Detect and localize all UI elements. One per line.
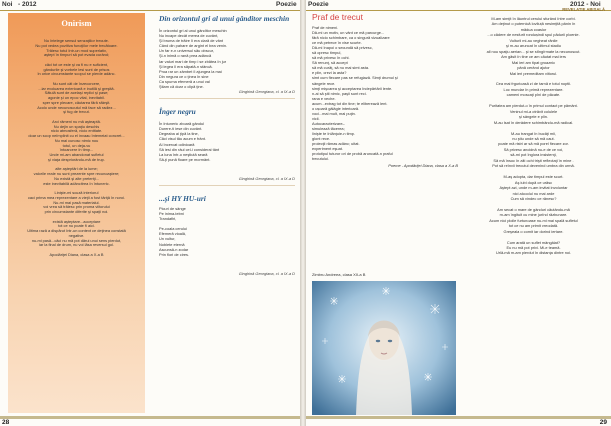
verse-line: Nu întelege sensul senzaţiilor trecute. bbox=[44, 39, 109, 43]
verse-line: Să-ţi pună floare pe mormânt. bbox=[159, 156, 211, 162]
magazine-name: Noi bbox=[2, 1, 13, 8]
verse-line: o ușoară gâlâgie interioară. bbox=[312, 105, 360, 111]
right-column bbox=[462, 7, 605, 256]
verse-line: Arci rămeni nu mă aşteaptă. bbox=[52, 119, 101, 124]
verse-line: Greşeala o comit iar dorind iertare. bbox=[503, 228, 564, 234]
verse-line: să mă privesc în ochi. bbox=[312, 55, 350, 61]
onirism-panel bbox=[8, 13, 145, 413]
verse-line: Nu-mi mai pasă materialul. bbox=[53, 200, 100, 205]
verse-line: totul, un deja-vu bbox=[62, 143, 91, 148]
verse-line: Pot să reînvii trecutul devenind umbra din urmă. bbox=[492, 163, 575, 169]
verse-line: Picuri de sânge bbox=[159, 205, 186, 211]
verse-line: Apodăriţei Diana, clasa a X-a B bbox=[49, 252, 104, 257]
verse-line: tot ce nu am primit vreodată. bbox=[508, 223, 559, 229]
verse-line: există aşteptare...acceptare bbox=[52, 219, 101, 224]
verse-line: sper spre plecare, căutarea fără sfârşit. bbox=[42, 100, 111, 105]
verse-line: Nu sunt cât de înzecorcere, bbox=[52, 81, 101, 86]
verse-line: Să renunţ, să accept bbox=[312, 60, 348, 66]
verse-line: Durere-ti iese din cuvânt. bbox=[159, 126, 203, 132]
header-year: 2012 - Noi bbox=[570, 1, 601, 8]
verse-line: Trăiesc totul într-un mod superlativ, bbox=[46, 48, 107, 53]
verse-line: şi sângele e plin. bbox=[519, 114, 548, 120]
verse-line: Degeaba ai ţipă la tine, bbox=[159, 131, 199, 137]
verse-line: Nu mai cunosc nimic nou bbox=[54, 138, 99, 143]
poem-title: Din orizontul gri al unui gânditor meschin bbox=[159, 14, 290, 23]
verse-line: este inevitabilă adâncitrea în întuneric. bbox=[43, 181, 110, 186]
verse-line: Să privesc ancidnă nu-e de ce voi, bbox=[503, 146, 564, 152]
verse-line: şi viaţa despriorându-mă de trup. bbox=[48, 157, 105, 162]
poem-signature: Ginghină Georgiana, cl. a IX-a D bbox=[238, 270, 295, 276]
verse-line: Un vultur, bbox=[159, 236, 176, 242]
poem-signature: Ginghină Georgiana, cl. a IX-a D bbox=[238, 175, 295, 181]
verse-line: Aş iubi după ce urăsc bbox=[514, 179, 553, 185]
verse-line: all nou spaţiu aerian... şi se stîngîrmate la necunoscut. bbox=[486, 48, 581, 54]
verse-line: e plin, crezi la asta? bbox=[312, 70, 347, 76]
verse-line: m-am îngituit cu mine jurînd răzbunare. bbox=[499, 212, 568, 218]
verse-line: Să iesi din râul cel-i considerai tânt bbox=[159, 146, 220, 152]
verse-line: iar la final de drum, nu voi lăsa reversul gol. bbox=[38, 243, 115, 248]
verse-line: nu ştiu unde să mă caut. bbox=[512, 135, 555, 141]
verse-line: agonie şi un epoc vital, inevitabil. bbox=[48, 96, 105, 100]
poem-signature: Ginghină Georgiana, cl. a IX-a D bbox=[238, 89, 295, 95]
verse-line: Un far e-n universul său obscur, bbox=[159, 48, 214, 54]
verse-line: sângele rece. bbox=[312, 80, 336, 86]
verse-line: poate mă ristri ar să mă porel fiecare zor. bbox=[498, 141, 569, 147]
verse-line: Autocaracterizare– bbox=[312, 120, 345, 126]
verse-line: Dă-mi înapoi o secundă să privesc, bbox=[312, 45, 373, 51]
verse-line: Nu există şi alte preteriţi... bbox=[54, 176, 99, 181]
verse-line: M-au lsat în derâdere schimbându-mă radical. bbox=[493, 119, 574, 125]
poem-body bbox=[12, 39, 141, 258]
verse-line: simţi mişcarea şi acceptarea îndepărtării lente. bbox=[312, 85, 393, 91]
verse-line: să opresc timpul, bbox=[312, 50, 342, 56]
verse-line: Efemeră vioală, bbox=[159, 231, 187, 237]
poem-signature: Poeme - Apodăriţei Diana, clasa a X-a B bbox=[388, 163, 458, 169]
verse-line: până cerând ajutor bbox=[517, 65, 550, 71]
verse-line: Am găsit în tine ce am căutat mai iers bbox=[501, 54, 566, 60]
verse-line: prin circumstante diferite şi spaţii noi. bbox=[44, 210, 109, 214]
verse-line: Mai ieri premeditam viitorul. bbox=[509, 70, 558, 76]
verse-line: voi vrea să trăiesc prin proma viitorului bbox=[43, 205, 110, 210]
verse-line: Nu dejin un spaţiu deschis bbox=[53, 124, 100, 129]
divider bbox=[159, 98, 295, 99]
page-number: 29 bbox=[599, 419, 607, 426]
verse-line: Prin flori de cires. bbox=[159, 251, 190, 257]
image-caption: Zimbru Andreea, clasa XII-a B bbox=[312, 272, 366, 277]
verse-line: Şi bruma de trăire îi era clară de vânt bbox=[159, 38, 224, 44]
verse-line: ...iar evoluarea exterioară e inutilă şi greşită. bbox=[38, 86, 115, 91]
verse-line: Veninul mi-a otrăvit colulele bbox=[509, 108, 558, 114]
left-page-footer bbox=[0, 416, 300, 426]
verse-line: mădua coaslor bbox=[520, 26, 547, 32]
verse-line: Nu pot vedea pozitiva funcţiilor mele trecătoare. bbox=[35, 43, 118, 48]
verse-line: Să mă însoc în alti ochi trişti reflectaţi în mine . bbox=[493, 157, 574, 163]
verse-line: Şi-n inimă o rană prea adâncă bbox=[159, 53, 212, 59]
verse-line: vicii. bbox=[312, 115, 320, 121]
verse-line: Când din pahare de argint el bea venin. bbox=[159, 43, 228, 49]
verse-line: alte aşteptări de la lume; bbox=[55, 167, 98, 172]
verse-line: Praf de nimeni. bbox=[312, 25, 339, 30]
header-section: Poezie bbox=[276, 1, 297, 8]
poem-body bbox=[159, 121, 295, 162]
page-number: 28 bbox=[2, 419, 10, 426]
verse-line: Cum să vindec ce rănesc? bbox=[510, 195, 557, 201]
poem-body bbox=[159, 206, 295, 257]
poem-title: Praf de trecut bbox=[312, 12, 364, 22]
verse-line: valorile reale nu sunt prezente spre recunoaştere; bbox=[33, 172, 120, 176]
verse-line: În întuneric zboară gândul bbox=[159, 121, 204, 127]
verse-line: în orice circumstante scopul se pierde adânc. bbox=[37, 72, 116, 77]
verse-line: Mai ieri am tipat groaznic bbox=[511, 59, 556, 65]
verse-line: M-aş adopta, dar timpul este scurt. bbox=[503, 174, 564, 180]
verse-line: În orizontul gri al unui gânditor meschin bbox=[159, 28, 227, 33]
verse-line: Urlă-mă m-am pierdut în distanţa dintre noi. bbox=[495, 250, 572, 256]
verse-line: experiment eşuat. bbox=[312, 146, 343, 152]
verse-line: proiecţii rămas adânc; uitat. bbox=[312, 141, 360, 147]
verse-line: trecutului. bbox=[312, 156, 329, 162]
verse-line: rana e veche. bbox=[312, 95, 336, 101]
page-gutter bbox=[300, 0, 306, 426]
verse-line: să-mi pot înglora insistenţi, bbox=[510, 152, 557, 158]
verse-line: Vulturii mi-au vegheat rănile bbox=[509, 37, 558, 43]
section-label: REVELATIE ABISALĂ bbox=[562, 7, 605, 12]
poem-body bbox=[159, 28, 295, 89]
verse-line: caci prima mea reprezentare a vieţii a fost tăriţă în noroi. bbox=[27, 195, 126, 200]
verse-line: Ai încercat odinioară bbox=[159, 141, 195, 147]
verse-line: Puritatea am pierdut-o în primul contact pe pământ. bbox=[489, 103, 578, 109]
verse-line: Ca spuma efemeră a unui val bbox=[159, 78, 210, 84]
verse-line: gândurile şi vorbele lesi sunt de prisos bbox=[43, 67, 110, 72]
verse-line: şi m-au aruncat în ultimul stadiu bbox=[506, 43, 561, 49]
verse-line: simulează tăcerea; bbox=[312, 125, 345, 131]
verse-line: Noblete eternă bbox=[159, 241, 185, 247]
verse-line: nu-mi pasă...căci nu mă pot dărui unui sens pierdut, bbox=[31, 238, 122, 243]
verse-line: fără nicio schimbare, ca o singură vizualizare bbox=[312, 35, 390, 41]
verse-line: Dă-mi un motiv, un vânt ce mă parcurge... bbox=[312, 30, 385, 36]
poem-body bbox=[312, 25, 458, 161]
verse-line: n-ai să ştii nimic, paşii sunt reci. bbox=[312, 90, 367, 96]
footer-bar bbox=[0, 416, 300, 419]
header-section: Poezie bbox=[308, 1, 329, 8]
verse-line: Am deţinut o puternică loviluță nesimţită pânin în bbox=[491, 21, 576, 27]
verse-line: glont rece. bbox=[312, 136, 331, 142]
verse-line: căci tot ce este şi va fi nu e suficient, bbox=[44, 62, 109, 67]
verse-line: Aştept azi, unde m-am invitat involuntar bbox=[499, 185, 568, 191]
verse-line: întoarcere în timp... bbox=[59, 148, 94, 153]
verse-line: Şi legea îi era săpată-n stâncă. bbox=[159, 63, 213, 69]
header-year: - 2012 bbox=[18, 1, 37, 8]
verse-line: doar un scop neîmplinit cu el invaau întemeiat concret... bbox=[28, 134, 125, 138]
verse-line: acum...extrag tot din tine; te eliberează lent. bbox=[312, 100, 388, 106]
verse-line: Loc mundar în primă reprezentare. bbox=[503, 86, 564, 92]
verse-line: M-au trangat în bucăţi mii, bbox=[511, 130, 556, 136]
verse-line: Căci visul tău acum e frânt. bbox=[159, 136, 206, 142]
verse-line: Linişte-mi scuză interiorul bbox=[54, 191, 99, 195]
verse-line: voci...mai mult, mai puţin. bbox=[312, 110, 356, 116]
verse-line: Ştiam că doar o clipă ţine. bbox=[159, 84, 204, 90]
verse-line: Pe inima-tebni bbox=[159, 210, 184, 216]
divider bbox=[159, 185, 295, 186]
verse-line: Am secat o mare de gânduri căutându-mă bbox=[497, 206, 570, 212]
header-rule bbox=[0, 10, 300, 11]
verse-line: Nu incape decât merea de cuvânt, bbox=[159, 33, 219, 39]
verse-line: linişte te înlănţuie-n timp. bbox=[312, 130, 356, 136]
verse-line: Sătulă sunt de acelaşi replici şi pase; bbox=[44, 91, 109, 96]
verse-line: Unde mi-am abandonat sufletul bbox=[49, 153, 104, 157]
verse-line: Acum nici ploile furtunoase nu-mi mai spală sufletul bbox=[489, 217, 578, 223]
verse-line: ce mă petrece în vise scurte. bbox=[312, 40, 362, 46]
verse-line: Eu nu mă pot privi. Mi-e teamă. bbox=[506, 245, 561, 251]
verse-line: Pe-coala cerului bbox=[159, 226, 187, 232]
verse-line: Ascunsă-n zodar bbox=[159, 246, 189, 252]
footer-bar bbox=[306, 416, 611, 419]
verse-line: Cea mai frgurioasă zi de tarnă e totul noptii. bbox=[495, 81, 572, 87]
verse-line: nicio atmosferă, nicio entitate. bbox=[50, 129, 103, 134]
verse-line: cameni moscaţi pîni de păcate. bbox=[506, 92, 561, 98]
verse-line: aştept în timpuri să pot evada curând; bbox=[43, 53, 110, 58]
verse-line: să mă curăţ, să nu mai simt asta. bbox=[312, 65, 370, 71]
verse-line: ...o cădere de nesfurit rondușindi spul pădurii ploenie. bbox=[487, 32, 580, 38]
verse-line: simt cum fiecare pas se refugiază. Simţi drumul şi bbox=[312, 75, 398, 81]
verse-line: Acolo unde necunoscutul mă face să radiez... bbox=[37, 105, 116, 110]
verse-line: Cum arată un suflet mângâiat? bbox=[506, 239, 561, 245]
verse-line: şi fug de trecut. bbox=[63, 110, 90, 115]
verse-line: nici alcoolul nu mai arde bbox=[512, 190, 555, 196]
verse-line: La luna într-o neştiută seară bbox=[159, 151, 208, 157]
praf-de-trecut-block bbox=[312, 12, 458, 168]
verse-line: tot ce nu poate fi aici. bbox=[58, 224, 95, 229]
poem-title: Înger negru bbox=[159, 107, 196, 117]
verse-line: Proa rar un zâmbet îi ajungea la mai bbox=[159, 68, 222, 74]
verse-line: negative. bbox=[68, 233, 85, 238]
verse-line: Iar valuri mari de timp i se zbătea în jur bbox=[159, 58, 227, 64]
center-column bbox=[159, 14, 295, 276]
poem-title: Onirism bbox=[61, 18, 92, 28]
verse-line: Din negura ce o ţinea în sine bbox=[159, 73, 209, 79]
snow-queen-illustration bbox=[312, 281, 456, 415]
poem-body bbox=[462, 16, 605, 256]
verse-line: M-am simţit în lăuntrul cerului sfurând între corbi. bbox=[491, 16, 576, 21]
poem-title: ...şi HY HU-uri bbox=[159, 193, 206, 203]
left-page-header bbox=[0, 0, 300, 11]
verse-line: Ultima rază a dispărut într-un context ce deţinea constată bbox=[27, 229, 126, 233]
right-page-footer bbox=[306, 416, 611, 426]
verse-line: Trandafiri, bbox=[159, 216, 177, 222]
verse-line: prototipul tuturor ori de probă aruncată-n praful bbox=[312, 151, 393, 157]
